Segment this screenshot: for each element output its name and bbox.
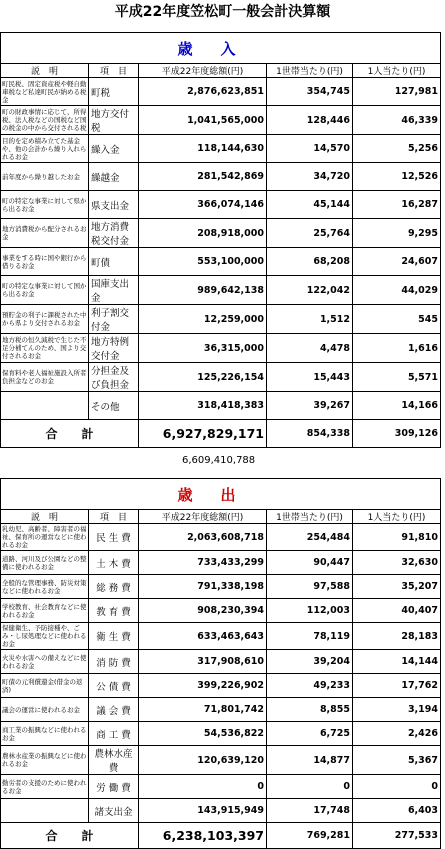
row-description: 農林水産業の振興などに使われるお金 xyxy=(1,746,89,775)
row-total: 366,074,146 xyxy=(139,191,267,219)
header-item: 項 目 xyxy=(89,510,139,524)
row-description: 道路、河川及び公園などの整備に使われるお金 xyxy=(1,551,89,575)
row-description: 目的を定め積み立てた基金や、他の会計から繰り入れられるお金 xyxy=(1,135,89,163)
row-per-person: 3,194 xyxy=(353,698,441,722)
difference-value: 6,609,410,788 xyxy=(182,455,256,466)
row-description: 学校教育、社会教育などに使われるお金 xyxy=(1,599,89,623)
total-label: 合 計 xyxy=(1,823,139,849)
row-total: 208,918,000 xyxy=(139,219,267,248)
row-description xyxy=(1,799,89,823)
row-per-household: 39,267 xyxy=(267,392,353,420)
row-per-household: 97,588 xyxy=(267,575,353,599)
row-total: 2,876,623,851 xyxy=(139,78,267,106)
row-item: 衛 生 費 xyxy=(89,623,139,650)
row-item: 分担金及び負担金 xyxy=(89,363,139,392)
row-per-person: 28,183 xyxy=(353,623,441,650)
row-description: 町民税、固定資産税や軽自動車税など私達町民が納める税金 xyxy=(2,79,87,104)
row-per-person: 17,762 xyxy=(353,674,441,698)
row-item: 利子割交付金 xyxy=(89,305,139,334)
row-total: 125,226,154 xyxy=(139,363,267,392)
row-per-person: 14,144 xyxy=(353,650,441,674)
row-item: 町債 xyxy=(89,248,139,276)
row-per-person: 5,256 xyxy=(353,135,441,163)
row-per-household: 34,720 xyxy=(267,163,353,191)
row-description: 商工業の振興などに使われるお金 xyxy=(1,722,89,746)
row-per-person: 0 xyxy=(353,775,441,799)
header-per-household: 1世帯当たり(円) xyxy=(267,64,353,78)
row-total: 553,100,000 xyxy=(139,248,267,276)
row-per-person: 127,981 xyxy=(353,78,441,106)
row-item: 地方消費税交付金 xyxy=(89,219,139,248)
row-per-person: 6,403 xyxy=(353,799,441,823)
row-per-person: 545 xyxy=(353,305,441,334)
row-per-person: 91,810 xyxy=(353,524,441,551)
table-row xyxy=(1,219,441,248)
total-per-person: 309,126 xyxy=(353,420,441,448)
row-item: 議 会 費 xyxy=(89,698,139,722)
table-row xyxy=(1,524,441,551)
row-total: 54,536,822 xyxy=(139,722,267,746)
row-description: 保育料や老人福祉施設入所者負担金などのお金 xyxy=(1,363,89,392)
row-item: 農林水産費 xyxy=(89,746,139,775)
table-row xyxy=(1,106,441,135)
header-item: 項 目 xyxy=(89,64,139,78)
row-per-household: 15,443 xyxy=(267,363,353,392)
row-per-household: 128,446 xyxy=(267,106,353,135)
row-total: 71,801,742 xyxy=(139,698,267,722)
row-total: 908,230,394 xyxy=(139,599,267,623)
row-per-person: 24,607 xyxy=(353,248,441,276)
row-per-household: 68,208 xyxy=(267,248,353,276)
row-item: 公 債 費 xyxy=(89,674,139,698)
row-item: 県支出金 xyxy=(89,191,139,219)
row-description: 地方消費税から配分されるお金 xyxy=(1,219,89,248)
row-total: 143,915,949 xyxy=(139,799,267,823)
header-per-household: 1世帯当たり(円) xyxy=(267,510,353,524)
row-item: 国庫支出金 xyxy=(89,276,139,305)
row-total: 281,542,869 xyxy=(139,163,267,191)
row-description: 事業をする時に国や銀行から借りるお金 xyxy=(1,248,89,276)
row-per-household: 78,119 xyxy=(267,623,353,650)
table-row xyxy=(1,78,441,106)
revenue-table xyxy=(0,32,441,448)
table-row xyxy=(1,334,441,363)
row-item: その他 xyxy=(89,392,139,420)
table-row xyxy=(1,746,441,775)
table-row xyxy=(1,363,441,392)
row-per-household: 6,725 xyxy=(267,722,353,746)
row-description: 全般的な管理事務、防災対策などに使われるお金 xyxy=(1,575,89,599)
table-row xyxy=(1,722,441,746)
header-total: 平成22年度総額(円) xyxy=(139,64,267,78)
row-total: 12,259,000 xyxy=(139,305,267,334)
row-description: 前年度から繰り越したお金 xyxy=(1,163,89,191)
row-per-household: 90,447 xyxy=(267,551,353,575)
row-total: 318,418,383 xyxy=(139,392,267,420)
row-total: 633,463,643 xyxy=(139,623,267,650)
row-total: 118,144,630 xyxy=(139,135,267,163)
table-row xyxy=(1,276,441,305)
header-total: 平成22年度総額(円) xyxy=(139,510,267,524)
total-per-person: 277,533 xyxy=(353,823,441,849)
table-row xyxy=(1,599,441,623)
row-item: 地方交付税 xyxy=(89,106,139,135)
row-description: 預貯金の利子に課税された中から県より交付されるお金 xyxy=(1,305,89,334)
row-item: 商 工 費 xyxy=(89,722,139,746)
row-item: 繰入金 xyxy=(89,135,139,163)
row-total: 317,908,610 xyxy=(139,650,267,674)
row-per-person: 44,029 xyxy=(353,276,441,305)
table-row xyxy=(1,799,441,823)
row-description xyxy=(1,392,89,420)
table-row xyxy=(1,248,441,276)
table-row xyxy=(1,551,441,575)
row-per-person: 40,407 xyxy=(353,599,441,623)
table-row xyxy=(1,623,441,650)
row-total: 120,639,120 xyxy=(139,746,267,775)
row-item: 土 木 費 xyxy=(89,551,139,575)
table-row xyxy=(1,392,441,420)
row-description: 町債の元利償還金(借金の返済) xyxy=(1,674,89,698)
row-per-household: 354,745 xyxy=(267,78,353,106)
row-total: 989,642,138 xyxy=(139,276,267,305)
expenditure-table xyxy=(0,478,441,849)
row-per-person: 14,166 xyxy=(353,392,441,420)
row-per-person: 46,339 xyxy=(353,106,441,135)
row-per-person: 5,571 xyxy=(353,363,441,392)
row-item: 労 働 費 xyxy=(89,775,139,799)
row-per-household: 17,748 xyxy=(267,799,353,823)
total-amount: 6,927,829,171 xyxy=(139,420,267,448)
page-title: 平成22年度笠松町一般会計決算額 xyxy=(114,4,331,20)
row-total: 36,315,000 xyxy=(139,334,267,363)
total-label: 合 計 xyxy=(1,420,139,448)
row-per-household: 45,144 xyxy=(267,191,353,219)
table-row xyxy=(1,775,441,799)
row-description: 保健衛生、予防接種や、ごみ・し尿処理などに使われるお金 xyxy=(2,624,87,648)
row-item: 総 務 費 xyxy=(89,575,139,599)
total-per-household: 769,281 xyxy=(267,823,353,849)
header-per-person: 1人当たり(円) xyxy=(353,64,441,78)
row-description: 議会の運営に使われるお金 xyxy=(1,698,89,722)
row-description: 火災や水害への備えなどに使われるお金 xyxy=(1,650,89,674)
table-row xyxy=(1,305,441,334)
header-description: 説 明 xyxy=(1,64,89,78)
row-per-household: 254,484 xyxy=(267,524,353,551)
total-row xyxy=(1,420,441,448)
row-per-household: 112,003 xyxy=(267,599,353,623)
row-per-household: 1,512 xyxy=(267,305,353,334)
row-item: 町税 xyxy=(89,78,139,106)
row-per-person: 35,207 xyxy=(353,575,441,599)
expenditure-section-title: 歳出 xyxy=(1,479,441,510)
total-row xyxy=(1,823,441,849)
row-per-household: 39,204 xyxy=(267,650,353,674)
row-per-person: 12,526 xyxy=(353,163,441,191)
row-total: 0 xyxy=(139,775,267,799)
row-description: 町の財政事情に応じて、所得税、法人税などの国税など国の税金の中から交付される税 xyxy=(1,106,89,135)
row-total: 1,041,565,000 xyxy=(139,106,267,135)
row-per-person: 9,295 xyxy=(353,219,441,248)
row-per-household: 8,855 xyxy=(267,698,353,722)
row-total: 791,338,198 xyxy=(139,575,267,599)
row-description: 町の特定な事業に対して国から出るお金 xyxy=(1,276,89,305)
table-row xyxy=(1,650,441,674)
row-total: 2,063,608,718 xyxy=(139,524,267,551)
row-per-person: 1,616 xyxy=(353,334,441,363)
row-per-person: 16,287 xyxy=(353,191,441,219)
row-per-household: 49,233 xyxy=(267,674,353,698)
row-item: 諸支出金 xyxy=(89,799,139,823)
row-per-household: 4,478 xyxy=(267,334,353,363)
table-row xyxy=(1,135,441,163)
revenue-section-title: 歳入 xyxy=(1,33,441,64)
row-per-household: 14,570 xyxy=(267,135,353,163)
header-description: 説 明 xyxy=(1,510,89,524)
row-description: 勤労者の支援のために使われるお金 xyxy=(1,775,89,799)
table-row xyxy=(1,191,441,219)
table-row xyxy=(1,698,441,722)
row-description: 地方税の恒久減税で生じた不足分補てんのため、国より交付されるお金 xyxy=(1,334,89,363)
row-description: 町の特定な事業に対して県から出るお金 xyxy=(1,191,89,219)
row-per-person: 2,426 xyxy=(353,722,441,746)
table-row xyxy=(1,575,441,599)
row-item: 民 生 費 xyxy=(89,524,139,551)
header-per-person: 1人当たり(円) xyxy=(353,510,441,524)
row-per-household: 0 xyxy=(267,775,353,799)
row-description: 乳幼児、高齢者、障害者の福祉、保育所の運営などに使われるお金 xyxy=(2,525,87,549)
row-per-person: 5,367 xyxy=(353,746,441,775)
row-item: 教 育 費 xyxy=(89,599,139,623)
row-item: 消 防 費 xyxy=(89,650,139,674)
row-total: 733,433,299 xyxy=(139,551,267,575)
row-per-person: 32,630 xyxy=(353,551,441,575)
row-item: 地方特例交付金 xyxy=(89,334,139,363)
total-per-household: 854,338 xyxy=(267,420,353,448)
total-amount: 6,238,103,397 xyxy=(139,823,267,849)
row-per-household: 25,764 xyxy=(267,219,353,248)
row-per-household: 122,042 xyxy=(267,276,353,305)
row-per-household: 14,877 xyxy=(267,746,353,775)
row-total: 399,226,902 xyxy=(139,674,267,698)
row-item: 繰越金 xyxy=(89,163,139,191)
table-row xyxy=(1,674,441,698)
table-row xyxy=(1,163,441,191)
